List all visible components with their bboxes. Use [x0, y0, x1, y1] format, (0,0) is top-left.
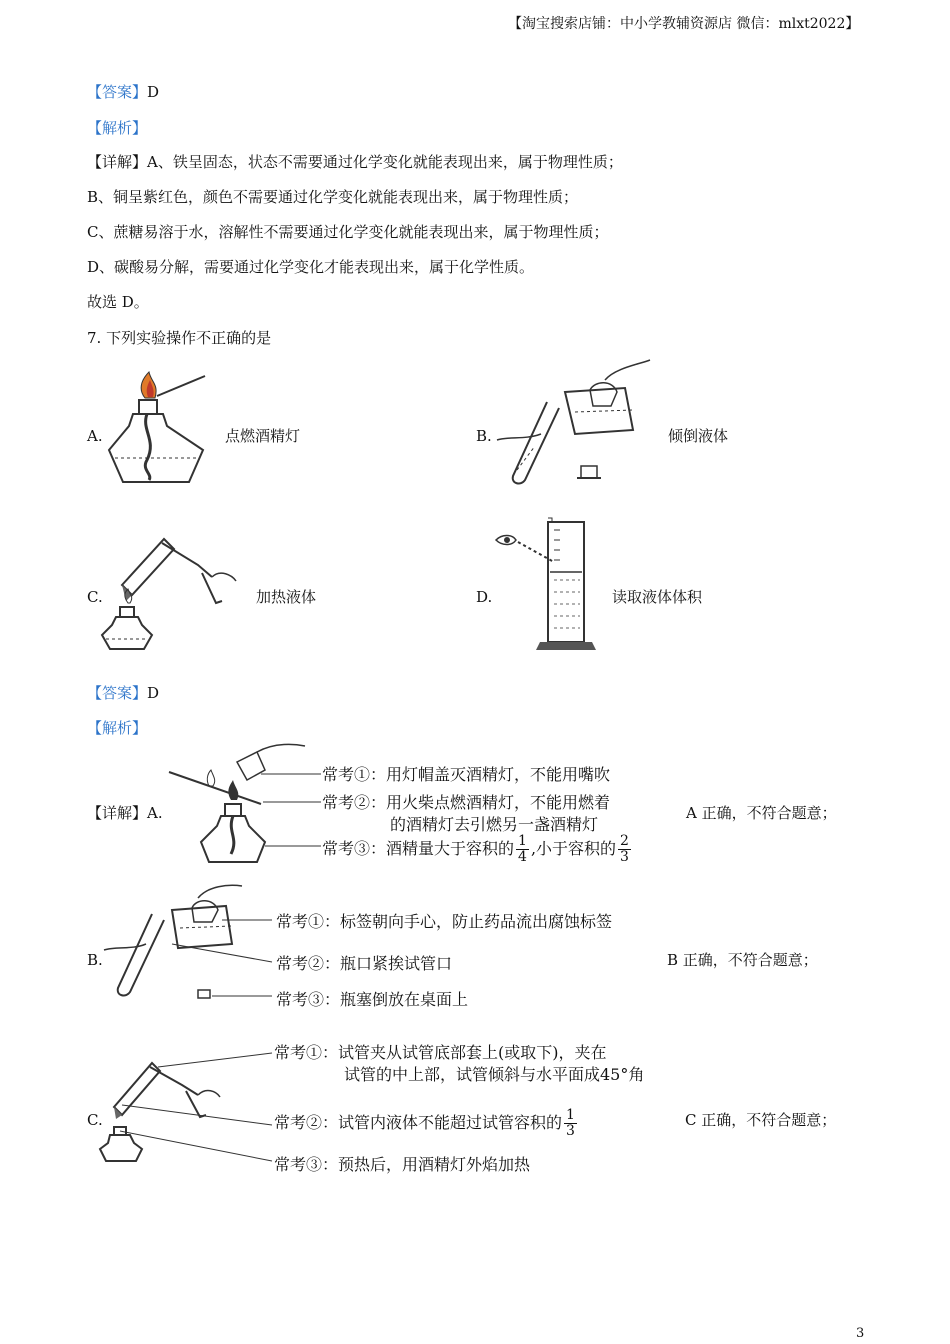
option-c-caption: 加热液体 — [256, 588, 317, 606]
detail-a-note-3 — [322, 834, 633, 865]
detail-c-verdict: C 正确，不符合题意； — [685, 1111, 837, 1129]
q7-answer-line — [87, 683, 159, 703]
fraction-quarter — [516, 834, 529, 865]
detail-a-letter: A. — [147, 804, 163, 822]
fraction-numerator: 1 — [518, 833, 527, 849]
detail-tag: 【详解】 — [87, 153, 148, 171]
q6-conclusion: 故选 D。 — [87, 293, 149, 311]
detail-tag: 【详解】 — [87, 804, 148, 822]
q6-detail-line-a — [87, 152, 623, 172]
heating-liquid-figure — [102, 525, 242, 655]
note-3-prefix: 常考③：酒精量大于容积的 — [322, 839, 515, 858]
fraction-denominator: 3 — [566, 1123, 575, 1139]
fraction-numerator: 2 — [620, 833, 629, 849]
detail-b-figure — [102, 880, 282, 1005]
detail-c-note-3: 常考③：预热后，用酒精灯外焰加热 — [274, 1155, 531, 1174]
detail-a-note-2b: 的酒精灯去引燃另一盏酒精灯 — [390, 815, 599, 834]
detail-c-letter: C. — [87, 1111, 103, 1129]
detail-a-note-2a: 常考②：用火柴点燃酒精灯，不能用燃着 — [322, 793, 611, 812]
answer-tag: 【答案】 — [87, 83, 148, 101]
detail-c-note-2 — [274, 1108, 579, 1139]
q6-detail-line-b: B、铜呈紫红色，颜色不需要通过化学变化就能表现出来，属于物理性质； — [87, 188, 579, 206]
fraction-denominator: 3 — [620, 849, 629, 865]
detail-c-note-1b: 试管的中上部，试管倾斜与水平面成45°角 — [344, 1065, 645, 1084]
q6-detail-line-d: D、碳酸易分解，需要通过化学变化才能表现出来，属于化学性质。 — [87, 258, 535, 276]
analysis-tag: 【解析】 — [87, 719, 148, 737]
q7-question: 7. 下列实验操作不正确的是 — [87, 329, 272, 347]
option-d-letter: D. — [476, 588, 493, 606]
note-2-prefix: 常考②：试管内液体不能超过试管容积的 — [274, 1113, 563, 1132]
fraction-two-thirds — [618, 834, 631, 865]
answer-tag: 【答案】 — [87, 684, 148, 702]
answer-value: D — [147, 684, 160, 702]
answer-value: D — [147, 83, 160, 101]
fraction-one-third — [564, 1108, 577, 1139]
reading-volume-figure — [494, 516, 619, 652]
detail-a-verdict: A 正确，不符合题意； — [686, 804, 837, 822]
pouring-liquid-figure — [495, 360, 660, 485]
q6-answer-line — [87, 82, 159, 102]
option-b-caption: 倾倒液体 — [668, 427, 729, 445]
header-text: 【淘宝搜索店铺：中小学教辅资源店 微信：mlxt2022】 — [508, 16, 860, 32]
detail-b-note-1: 常考①：标签朝向手心，防止药品流出腐蚀标签 — [276, 912, 613, 931]
option-a-caption: 点燃酒精灯 — [225, 427, 301, 445]
analysis-tag: 【解析】 — [87, 119, 148, 137]
option-d-caption: 读取液体体积 — [612, 588, 703, 606]
detail-b-letter: B. — [87, 951, 103, 969]
detail-a-figure — [165, 742, 325, 872]
note-3-middle: ,小于容积的 — [530, 839, 617, 858]
fraction-numerator: 1 — [566, 1107, 575, 1123]
alcohol-lamp-lighting-figure — [105, 370, 215, 490]
option-c-letter: C. — [87, 588, 103, 606]
detail-b-note-2: 常考②：瓶口紧挨试管口 — [276, 954, 453, 973]
detail-c-figure — [102, 1045, 282, 1165]
fraction-denominator: 4 — [518, 849, 527, 865]
detail-b-note-3: 常考③：瓶塞倒放在桌面上 — [276, 990, 469, 1009]
option-b-letter: B. — [476, 427, 492, 445]
detail-c-note-1a: 常考①：试管夹从试管底部套上(或取下)，夹在 — [274, 1043, 607, 1062]
detail-a-label — [87, 803, 163, 823]
q6-detail-line-c: C、蔗糖易溶于水，溶解性不需要通过化学变化就能表现出来，属于物理性质； — [87, 223, 609, 241]
page-number: 3 — [856, 1326, 865, 1341]
detail-text: A、铁呈固态，状态不需要通过化学变化就能表现出来，属于物理性质； — [147, 153, 623, 171]
detail-a-note-1: 常考①：用灯帽盖灭酒精灯，不能用嘴吹 — [322, 765, 611, 784]
option-a-letter: A. — [87, 427, 103, 445]
detail-b-verdict: B 正确，不符合题意； — [667, 951, 818, 969]
